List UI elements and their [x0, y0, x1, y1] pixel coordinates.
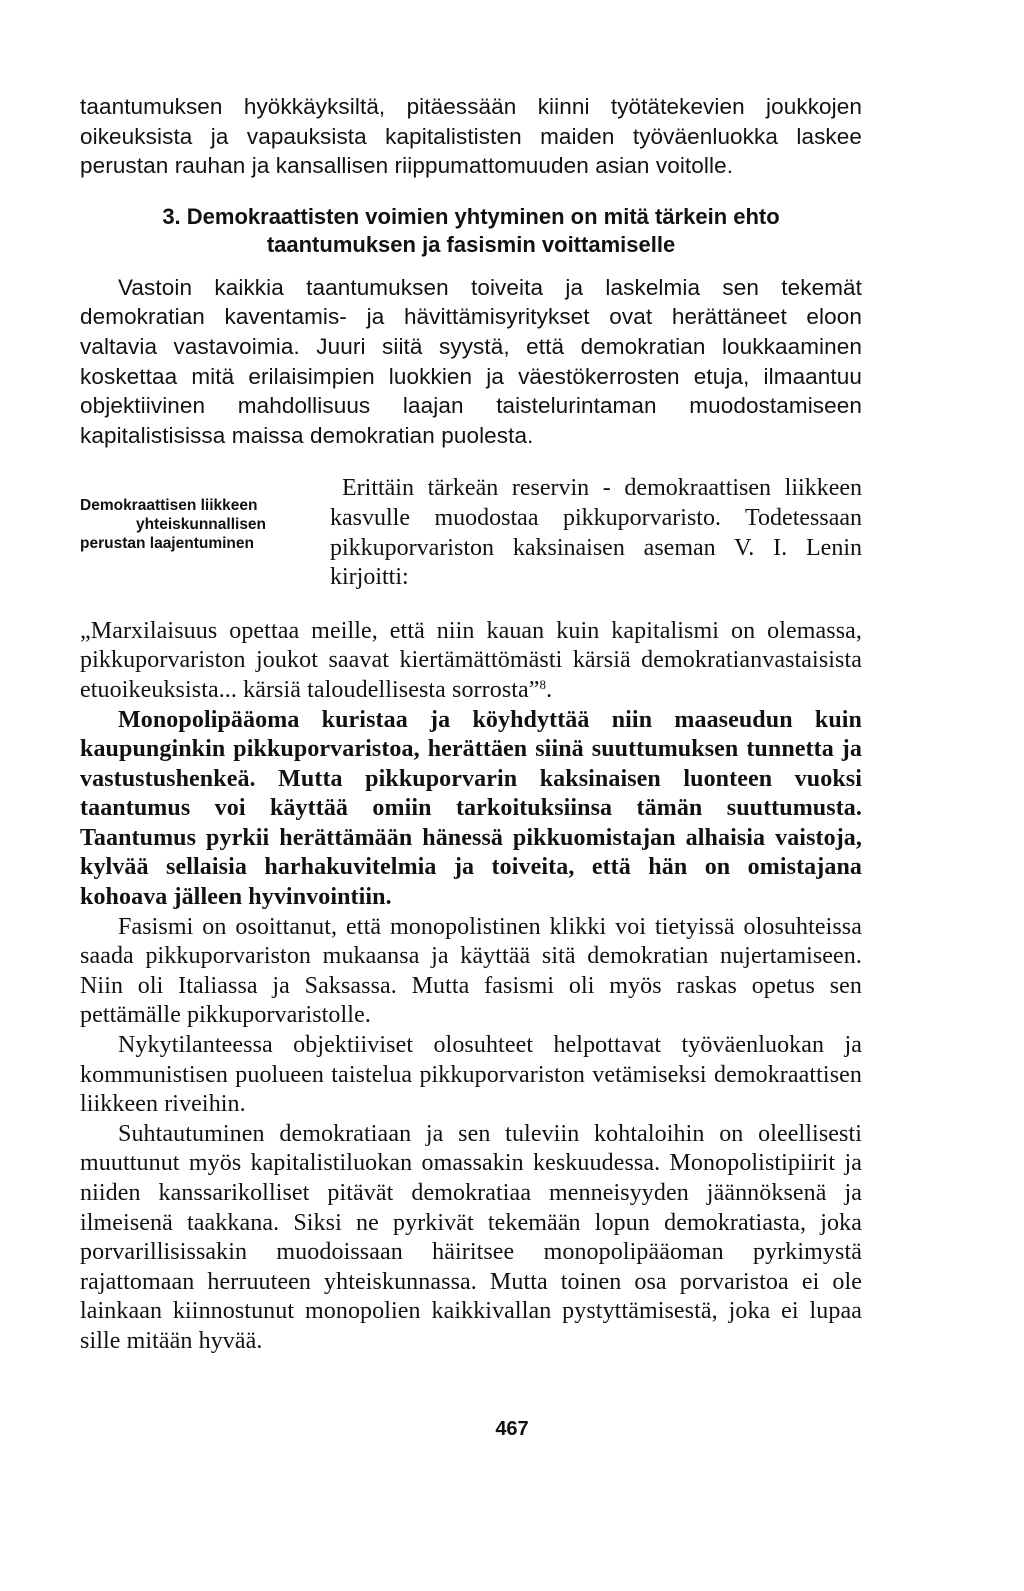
quote-lenin: „Marxilaisuus opettaa meille, että niin kauan kuin kapitalismi on olemassa, pikkuporvariston joukot saavat kiertämättömästi kärsiä demokratianvastaisista etuoikeuksista... kärsiä taloudellisesta sorrosta”$^8$.: [80, 617, 862, 703]
paragraph-vastoin: Vastoin kaikkia taantumuksen toiveita ja laskelmia sen tekemät demokratian kaventamis- ja hävittämisyritykset ovat herättäneet eloon valtavia vastavoimia. Juuri siitä syystä, että demokratian loukkaaminen koskettaa mitä erilaisimpien luokkien ja väestökerrosten etuja, ilmaantuu objektiivinen mahdollisuus laajan taistelurintaman muodostamiseen kapitalistisissa maissa demokratian puolesta.: [80, 274, 862, 448]
page-body: [80, 92, 862, 1357]
page-number: 467: [495, 1418, 529, 1440]
paragraph-suhtautuminen: Suhtautuminen demokratiaan ja sen tuleviin kohtaloihin on oleellisesti muuttunut myös kapitalistiluokan omassakin keskuudessa. Monopolistipiirit ja niiden kanssarikolliset pitävät demokratiaa menneisyyden jäännöksenä ja ilmeisenä taakkana. Siksi ne pyrkivät tekemään lopun demokratiasta, joka porvarillisissakin muodoissaan häiritsee monopolipääoman pyrkimystä rajattomaan herruuteen yhteiskunnassa. Mutta toinen osa porvaristoa ei ole lainkaan kiinnostunut monopolien kaikkivallan pystyttämisestä, joka ei lupaa sille mitään hyvää.: [80, 1120, 862, 1354]
paragraph-nykytilanne: Nykytilanteessa objektiiviset olosuhteet helpottavat työväenluokan ja kommunistisen puolueen taistelua pikkuporvariston vetämiseksi demokraattisen liikkeen riveihin.: [80, 1032, 862, 1118]
margin-note-line-3: perustan laajentuminen: [80, 535, 254, 553]
margin-note-line-2: yhteiskunnallisen: [135, 516, 267, 534]
section-heading-line-2: taantumuksen ja fasismin voittamiselle: [266, 231, 676, 257]
margin-note-block: [80, 474, 862, 592]
section-heading: [80, 203, 862, 259]
paragraph-intro: taantumuksen hyökkäyksiltä, pitäessään kiinni työtätekevien joukkojen oikeuksista ja vapauksista kapitalististen maiden työväenluokka laskee perustan rauhan ja kansallisen riippumattomuuden asian voitolle.: [80, 94, 862, 179]
paragraph-monopoli: Monopolipääoma kuristaa ja köyhdyttää niin maaseudun kuin kaupunginkin pikkuporvaristoa, herättäen siinä suuttumuksen tunnetta ja vastustushenkeä. Mutta pikkuporvarin kaksinaisen luonteen vuoksi taantumus voi käyttää omiin tarkoituksiinsa tämän suuttumusta. Taantumus pyrkii herättämään hänessä pikkuomistajan alhaisia vaistoja, kylvää sellaisia harhakuvitelmia ja toiveita, että hän on omistajana kohoava jälleen hyvinvointiin.: [80, 706, 862, 911]
paragraph-erittain: Erittäin tärkeän reservin - demokraattisen liikkeen kasvulle muodostaa pikkuporvaristo. Todetessaan pikkuporvariston kaksinaisen aseman V. I. Lenin kirjoitti:: [330, 475, 862, 591]
margin-note: [80, 496, 322, 553]
quote-lenin-text: „Marxilaisuus opettaa meille, että niin kauan kuin kapitalismi on olemassa, pikkuporvariston joukot saavat kiertämättömästi kärsiä demokratianvastaisista etuoikeuksista... kärsiä taloudellisesta sorrosta”: [80, 617, 862, 703]
footnote-reference: 8: [539, 676, 547, 692]
margin-note-line-1: Demokraattisen liikkeen: [80, 497, 258, 515]
paragraph-fasismi: Fasismi on osoittanut, että monopolistinen klikki voi tietyissä olosuhteissa saada pikkuporvariston mukaansa ja käyttää sitä demokratian nujertamiseen. Niin oli Italiassa ja Saksassa. Mutta fasismi oli myös raskas opetus sen pettämälle pikkuporvaristolle.: [80, 913, 862, 1029]
section-heading-line-1: 3. Demokraattisten voimien yhtyminen on mitä tärkein ehto: [162, 203, 780, 229]
